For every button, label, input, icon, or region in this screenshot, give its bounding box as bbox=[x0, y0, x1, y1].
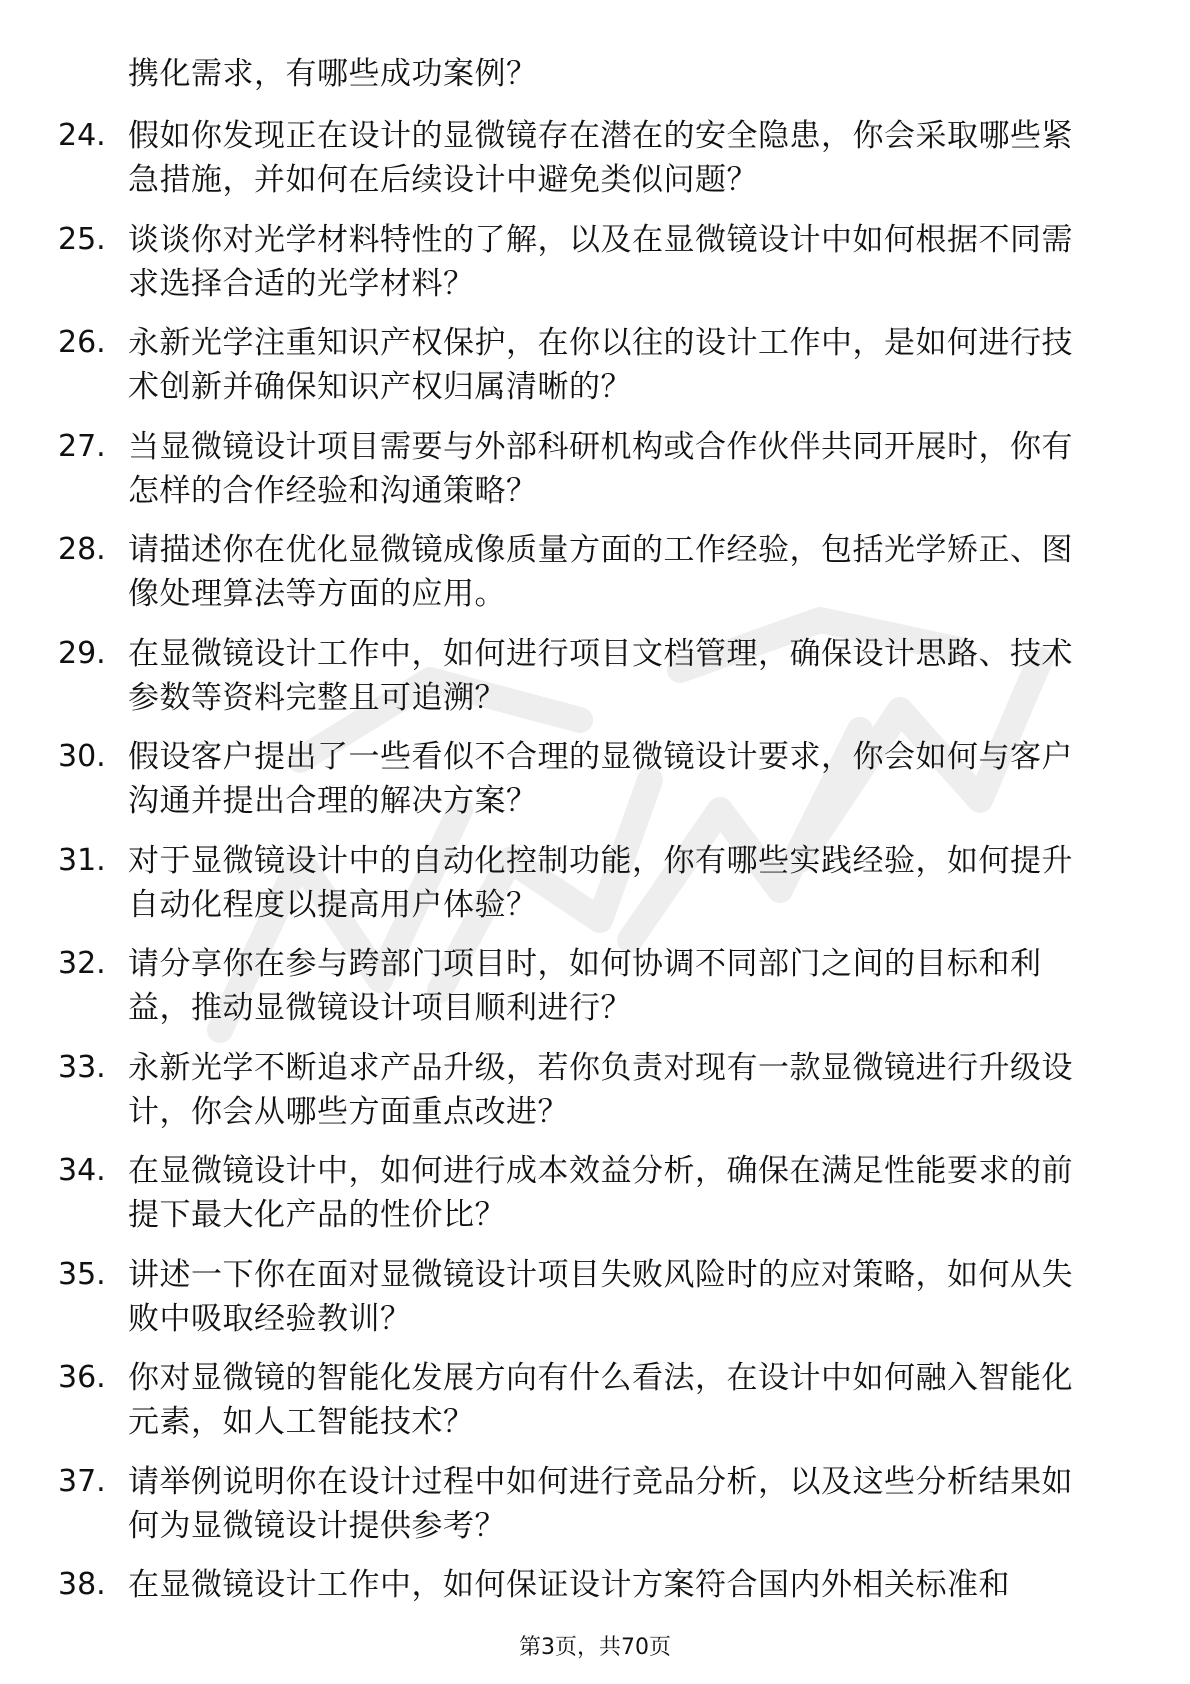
question-number: 25. bbox=[58, 221, 106, 257]
question-text: 假设客户提出了一些看似不合理的显微镜设计要求，你会如何与客户沟通并提出合理的解决方案？ bbox=[128, 739, 1073, 819]
question-item bbox=[0, 1149, 1190, 1253]
question-text: 你对显微镜的智能化发展方向有什么看法，在设计中如何融入智能化元素，如人工智能技术？ bbox=[128, 1360, 1073, 1440]
question-text: 在显微镜设计工作中，如何进行项目文档管理，确保设计思路、技术参数等资料完整且可追溯？ bbox=[128, 635, 1073, 716]
question-number: 34. bbox=[58, 1153, 106, 1188]
question-text: 请分享你在参与跨部门项目时，如何协调不同部门之间的目标和利益，推动显微镜设计项目顺利进行？ bbox=[128, 946, 1042, 1026]
question-number: 36. bbox=[58, 1360, 106, 1395]
question-text: 对于显微镜设计中的自动化控制功能，你有哪些实践经验，如何提升自动化程度以提高用户体验？ bbox=[128, 842, 1073, 923]
question-item bbox=[0, 839, 1190, 943]
question-item bbox=[0, 1253, 1190, 1357]
continued-question-text: 携化需求，有哪些成功案例？ bbox=[128, 56, 538, 92]
question-number: 26. bbox=[58, 325, 106, 360]
question-list bbox=[0, 114, 1190, 1667]
question-number: 30. bbox=[58, 739, 106, 774]
question-text: 永新光学注重知识产权保护，在你以往的设计工作中，是如何进行技术创新并确保知识产权归属清晰的？ bbox=[128, 325, 1073, 405]
question-number: 31. bbox=[58, 842, 106, 878]
page-footer: 第3页，共70页 bbox=[519, 1635, 671, 1660]
question-text: 永新光学不断追求产品升级，若你负责对现有一款显微镜进行升级设计，你会从哪些方面重点改进？ bbox=[128, 1049, 1073, 1130]
question-text: 假如你发现正在设计的显微镜存在潜在的安全隐患，你会采取哪些紧急措施，并如何在后续设计中避免类似问题？ bbox=[128, 118, 1073, 198]
question-item bbox=[0, 425, 1190, 529]
question-item bbox=[0, 321, 1190, 425]
question-text: 讲述一下你在面对显微镜设计项目失败风险时的应对策略，如何从失败中吸取经验教训？ bbox=[128, 1256, 1073, 1337]
question-item bbox=[0, 528, 1190, 632]
question-number: 28. bbox=[58, 532, 106, 567]
question-number: 38. bbox=[58, 1567, 106, 1602]
question-item bbox=[0, 735, 1190, 839]
question-item bbox=[0, 1460, 1190, 1564]
question-number: 33. bbox=[58, 1049, 106, 1085]
question-number: 24. bbox=[58, 118, 106, 153]
question-number: 37. bbox=[58, 1463, 106, 1499]
question-text: 在显微镜设计工作中，如何保证设计方案符合国内外相关标准和 bbox=[128, 1567, 1010, 1603]
question-text: 在显微镜设计中，如何进行成本效益分析，确保在满足性能要求的前提下最大化产品的性价比？ bbox=[128, 1153, 1073, 1233]
question-text: 请举例说明你在设计过程中如何进行竞品分析，以及这些分析结果如何为显微镜设计提供参考？ bbox=[128, 1463, 1073, 1544]
question-item bbox=[0, 942, 1190, 1046]
question-item bbox=[0, 632, 1190, 736]
question-item bbox=[0, 218, 1190, 322]
question-item bbox=[0, 1356, 1190, 1460]
question-number: 35. bbox=[58, 1256, 106, 1292]
question-item bbox=[0, 114, 1190, 218]
question-number: 29. bbox=[58, 635, 106, 671]
question-item bbox=[0, 1046, 1190, 1150]
question-number: 27. bbox=[58, 428, 106, 464]
question-text: 谈谈你对光学材料特性的了解，以及在显微镜设计中如何根据不同需求选择合适的光学材料？ bbox=[128, 221, 1073, 302]
question-number: 32. bbox=[58, 946, 106, 981]
question-text: 请描述你在优化显微镜成像质量方面的工作经验，包括光学矫正、图像处理算法等方面的应用。 bbox=[128, 532, 1073, 612]
question-text: 当显微镜设计项目需要与外部科研机构或合作伙伴共同开展时，你有怎样的合作经验和沟通策略？ bbox=[128, 428, 1073, 509]
